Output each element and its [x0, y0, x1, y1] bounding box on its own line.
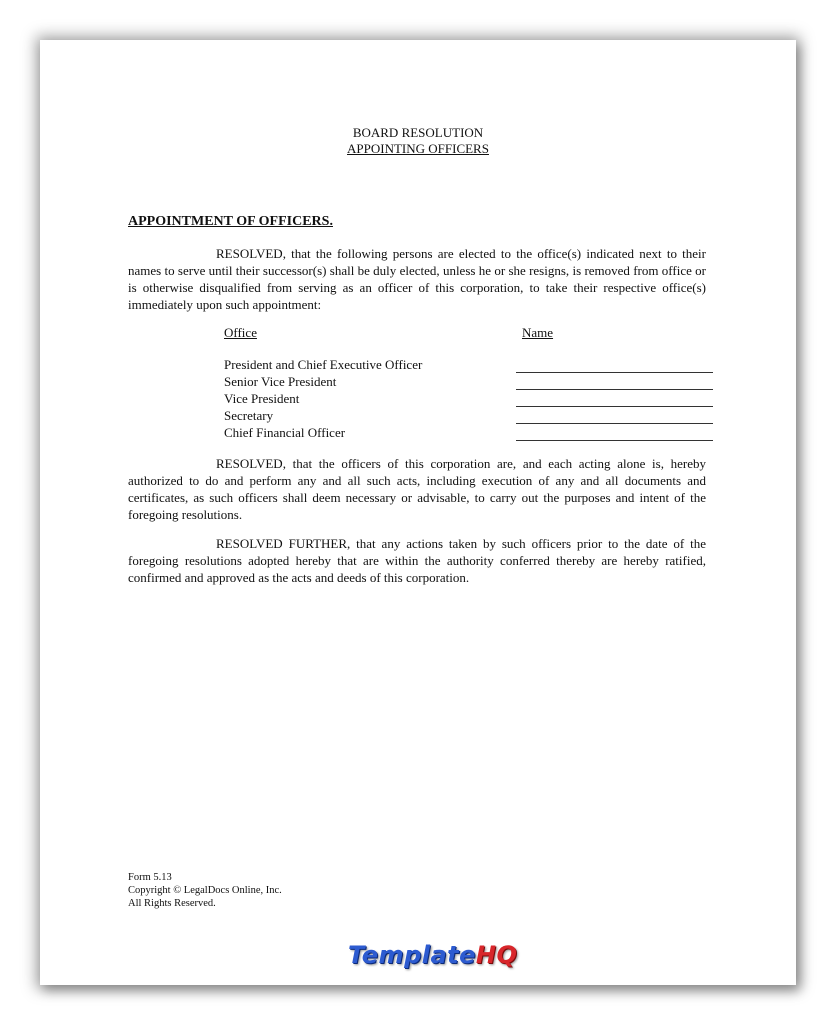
- section-heading: APPOINTMENT OF OFFICERS.: [128, 214, 333, 229]
- officer-row: President and Chief Executive Officer: [224, 357, 423, 372]
- name-blank-line[interactable]: [516, 373, 713, 390]
- templatehq-logo: [348, 941, 518, 969]
- name-blank-line[interactable]: [516, 407, 713, 424]
- officer-row: Senior Vice President: [224, 374, 337, 389]
- resolution-paragraph-3: RESOLVED FURTHER, that any actions taken by such officers prior to the date of the foregoing resolutions adopted hereby that are within the authority conferred thereby are hereby ratified, confirmed and approved as the acts and deeds of this corporation.: [128, 536, 706, 585]
- resolution-paragraph-2: RESOLVED, that the officers of this corporation are, and each acting alone is, hereby authorized to do and perform any and all such acts, including execution of any and all documents and certificates, as such officers shall deem necessary or advisable, to carry out the purposes and intent of the foregoing resolutions.: [128, 456, 706, 522]
- office-column-header: Office: [224, 325, 257, 340]
- officer-row: Vice President: [224, 391, 300, 406]
- name-signature-lines: [516, 356, 713, 441]
- name-blank-line[interactable]: [516, 356, 713, 373]
- document-subtitle: [40, 141, 796, 156]
- form-number: Form 5.13: [128, 872, 172, 883]
- document-title: BOARD RESOLUTION: [352, 125, 484, 140]
- rights-notice: All Rights Reserved.: [128, 898, 216, 909]
- document-subtitle-text: APPOINTING OFFICERS: [347, 141, 489, 156]
- officer-row: Chief Financial Officer: [224, 425, 346, 440]
- logo-text-hq: HQ: [475, 941, 518, 969]
- resolution-paragraph-1: RESOLVED, that the following persons are elected to the office(s) indicated next to their names to serve until their successor(s) shall be duly elected, unless he or she resigns, is removed from office or is otherwise disqualified from serving as an officer of this corporation, to take their respective office(s) immediately upon such appointment:: [128, 246, 706, 312]
- logo-text-template: Template: [348, 941, 476, 969]
- name-blank-line[interactable]: [516, 424, 713, 441]
- officer-row: Secretary: [224, 408, 274, 423]
- name-blank-line[interactable]: [516, 390, 713, 407]
- document-footer: [128, 871, 282, 910]
- document-page: [40, 40, 796, 985]
- officer-list: [224, 356, 422, 441]
- copyright-notice: Copyright © LegalDocs Online, Inc.: [128, 885, 282, 896]
- name-column-header: Name: [522, 325, 554, 340]
